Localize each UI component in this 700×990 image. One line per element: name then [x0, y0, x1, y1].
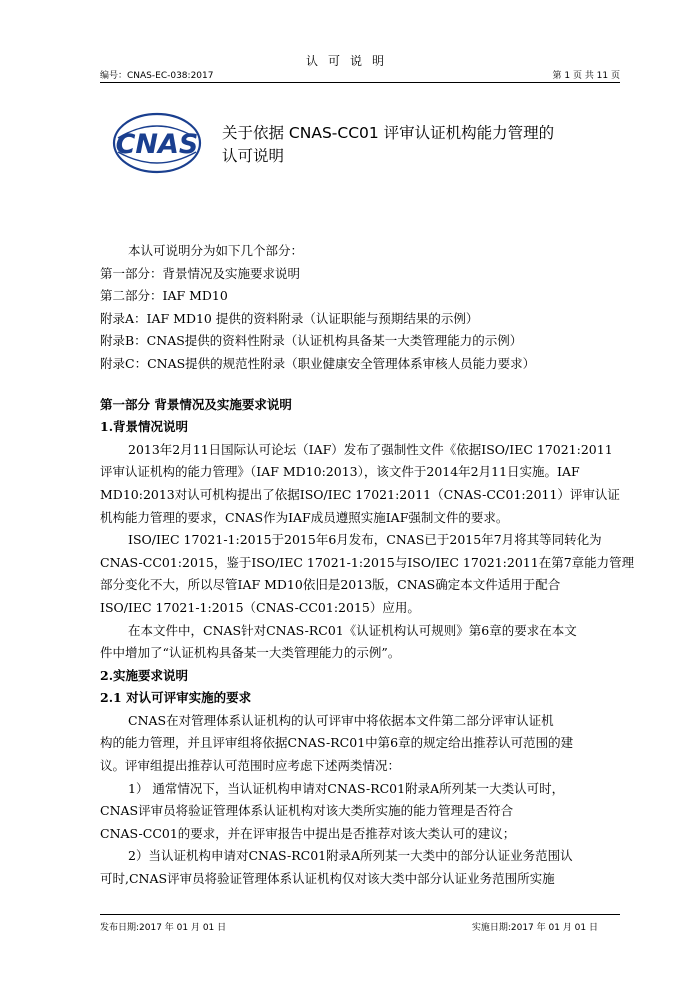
paragraph-line: CNAS-CC01:2015，鉴于ISO/IEC 17021-1:2015与ISO/IEC 17021:2011在第7章能力管理 — [100, 554, 635, 570]
toc-part2: 第二部分：IAF MD10 — [100, 288, 228, 304]
toc-part1: 第一部分：背景情况及实施要求说明 — [100, 265, 301, 281]
paragraph-line: 件中增加了“认证机构具备某一大类管理能力的示例”。 — [100, 645, 401, 661]
subsection-2: 2.实施要求说明 — [100, 667, 189, 683]
footer-row — [100, 920, 620, 934]
paragraph-line: 机构能力管理的要求，CNAS作为IAF成员遵照实施IAF强制文件的要求。 — [100, 509, 509, 525]
footer-rule — [100, 914, 620, 915]
paragraph-line: 在本文件中，CNAS针对CNAS-RC01《认证机构认可规则》第6章的要求在本文 — [128, 622, 577, 638]
document-title-line1: 关于依据 CNAS-CC01 评审认证机构能力管理的 — [222, 124, 555, 142]
section1-heading: 第一部分 背景情况及实施要求说明 — [100, 396, 292, 412]
list-item-line: 可时,CNAS评审员将验证管理体系认证机构仅对该大类中部分认证业务范围所实施 — [100, 871, 555, 887]
publish-date: 发布日期:2017 年 01 月 01 日 — [100, 923, 227, 933]
list-item-line: 1） 通常情况下，当认证机构申请对CNAS-RC01附录A所列某一大类认可时， — [128, 780, 565, 796]
paragraph-line: CNAS在对管理体系认证机构的认可评审中将依据本文件第二部分评审认证机 — [128, 712, 554, 728]
header-rule — [100, 82, 620, 83]
page-info: 第 1 页 共 11 页 — [552, 71, 620, 81]
toc-intro: 本认可说明分为如下几个部分： — [128, 243, 304, 258]
paragraph-line: 议。评审组提出推荐认可范围时应考虑下述两类情况： — [100, 758, 401, 774]
paragraph-line: 构的能力管理，并且评审组将依据CNAS-RC01中第6章的规定给出推荐认可范围的建 — [100, 735, 574, 751]
doc-number: 编号：CNAS-EC-038:2017 — [100, 71, 214, 81]
paragraph-line: 评审认证机构的能力管理》（IAF MD10:2013），该文件于2014年2月11日实施。IAF — [100, 464, 580, 480]
list-item-line: 2）当认证机构申请对CNAS-RC01附录A所列某一大类中的部分认证业务范围认 — [128, 848, 573, 864]
subsection-2-1: 2.1 对认可评审实施的要求 — [100, 690, 252, 706]
logo-text: CNAS — [115, 129, 199, 160]
effective-date: 实施日期:2017 年 01 月 01 日 — [471, 923, 598, 933]
list-item-line: CNAS-CC01的要求，并在评审报告中提出是否推荐对该大类认可的建议； — [100, 825, 516, 841]
toc-annex-b: 附录B：CNAS提供的资料性附录（认证机构具备某一大类管理能力的示例） — [100, 333, 523, 349]
paragraph-line: 2013年2月11日国际认可论坛（IAF）发布了强制性文件《依据ISO/IEC 17021:2011 — [128, 441, 613, 457]
header-title: 认可说明 — [305, 54, 394, 68]
document-title-line2: 认可说明 — [222, 147, 285, 165]
document-title — [222, 122, 602, 168]
document-body — [100, 240, 635, 891]
paragraph-line: 部分变化不大，所以尽管IAF MD10依旧是2013版，CNAS确定本文件适用于配合 — [100, 577, 561, 593]
paragraph-line: MD10:2013对认可机构提出了依据ISO/IEC 17021:2011（CNAS-CC01:2011）评审认证 — [100, 486, 620, 502]
paragraph-line: ISO/IEC 17021-1:2015（CNAS-CC01:2015）应用。 — [100, 599, 420, 615]
cnas-logo — [112, 112, 202, 174]
toc-annex-a: 附录A：IAF MD10 提供的资料附录（认证职能与预期结果的示例） — [100, 310, 479, 326]
toc-annex-c: 附录C：CNAS提供的规范性附录（职业健康安全管理体系审核人员能力要求） — [100, 355, 536, 371]
list-item-line: CNAS评审员将验证管理体系认证机构对该大类所实施的能力管理是否符合 — [100, 803, 514, 819]
subsection-1: 1.背景情况说明 — [100, 419, 189, 435]
header-row — [100, 68, 620, 82]
paragraph-line: ISO/IEC 17021-1:2015于2015年6月发布，CNAS已于2015年7月将其等同转化为 — [128, 532, 602, 548]
